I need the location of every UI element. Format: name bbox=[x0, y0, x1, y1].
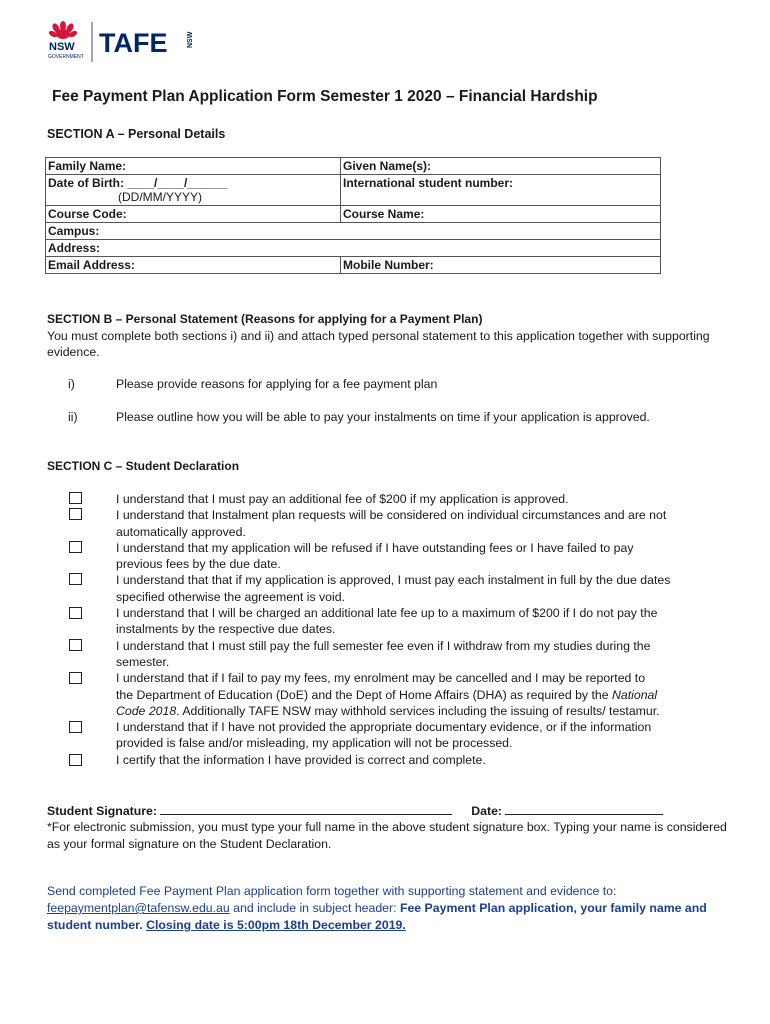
declaration-text: I understand that I must pay an additional fee of $200 if my application is approved. I understand that Instalment plan requests will be considered on individual circumstances and are not automatically approved. I understand that my application will be refused if I have outstanding fees or I have failed to pay previous fees by the due date. I understand that that if my application is approved, I must pay each instalment in full by the due dates specified otherwise the agreement is void. I understand that I will be charged an additional late fee up to a maximum of $200 if I do not pay the instalments by the respective due dates. I understand that I must still pay the full semester fee even if I withdraw from my studies during the semester. I understand that if I fail to pay my fees, my enrolment may be cancelled and I may be reported to the Department of Education (DoE) and the Dept of Home Affairs (DHA) as required by the National Code 2018. Additionally TAFE NSW may withhold services including the issuing of results/ testamur. I understand that if I have not provided the appropriate documentary evidence, or if the information provided is false and/or misleading, my application will not be processed. I certify that the information I have provided is correct and complete. bbox=[116, 492, 671, 767]
waratah-icon bbox=[48, 21, 78, 39]
declaration-checkbox[interactable] bbox=[69, 492, 82, 504]
date-label: Date: bbox=[471, 804, 503, 818]
section-a-heading: SECTION A – Personal Details bbox=[47, 127, 226, 141]
date-input[interactable] bbox=[505, 803, 663, 815]
signature-line bbox=[47, 803, 663, 818]
email-field[interactable]: Email Address: bbox=[46, 257, 341, 274]
email-link[interactable]: feepaymentplan@tafensw.edu.au bbox=[47, 901, 230, 915]
address-field[interactable]: Address: bbox=[46, 240, 661, 257]
section-b-intro: You must complete both sections i) and ii) and attach typed personal statement to this application together with supporting evidence. bbox=[47, 329, 710, 359]
declaration-checkbox[interactable] bbox=[69, 508, 82, 520]
declaration-checkbox[interactable] bbox=[69, 754, 82, 766]
declaration-checkbox[interactable] bbox=[69, 607, 82, 619]
dob-field[interactable]: Date of Birth: ____/____/______ (DD/MM/YYYY) bbox=[46, 175, 341, 206]
logo-government: GOVERNMENT bbox=[48, 54, 84, 60]
dob-format: (DD/MM/YYYY) bbox=[118, 190, 202, 204]
declaration-checkbox[interactable] bbox=[69, 573, 82, 585]
declaration-checkbox[interactable] bbox=[69, 541, 82, 553]
family-name-field[interactable]: Family Name: bbox=[46, 158, 341, 175]
logo-tafe: TAFE bbox=[99, 28, 168, 58]
logo-tafe-nsw: NSW bbox=[187, 31, 194, 48]
section-b-heading: SECTION B – Personal Statement (Reasons for applying for a Payment Plan) bbox=[47, 312, 483, 326]
logo-nsw: NSW bbox=[49, 41, 75, 53]
signature-label: Student Signature: bbox=[47, 804, 157, 818]
declaration-checkbox[interactable] bbox=[69, 721, 82, 733]
mobile-field[interactable]: Mobile Number: bbox=[341, 257, 661, 274]
nsw-tafe-logo bbox=[44, 18, 204, 68]
signature-input[interactable] bbox=[160, 803, 452, 815]
electronic-submission-note: *For electronic submission, you must type your full name in the above student signature box. Typing your name is considered as your formal signature on the Student Declaration. bbox=[47, 820, 727, 851]
declaration-checkbox[interactable] bbox=[69, 672, 82, 684]
personal-details-table bbox=[45, 157, 661, 274]
given-names-field[interactable]: Given Name(s): bbox=[341, 158, 661, 175]
course-name-field[interactable]: Course Name: bbox=[341, 206, 661, 223]
campus-field[interactable]: Campus: bbox=[46, 223, 661, 240]
section-c-heading: SECTION C – Student Declaration bbox=[47, 459, 240, 473]
submission-instructions: Send completed Fee Payment Plan application form together with supporting statement and evidence to: feepaymentplan@tafensw.edu.au and include in subject header: Fee Payment Plan application, your family name and student number. Closing date is 5:00pm 18th December 2019. bbox=[47, 884, 707, 932]
form-title: Fee Payment Plan Application Form Semester 1 2020 – Financial Hardship bbox=[52, 88, 598, 105]
declaration-checkbox[interactable] bbox=[69, 639, 82, 651]
course-code-field[interactable]: Course Code: bbox=[46, 206, 341, 223]
closing-date: Closing date is 5:00pm 18th December 2019. bbox=[146, 918, 406, 932]
intl-student-number-field[interactable]: International student number: bbox=[341, 175, 661, 206]
